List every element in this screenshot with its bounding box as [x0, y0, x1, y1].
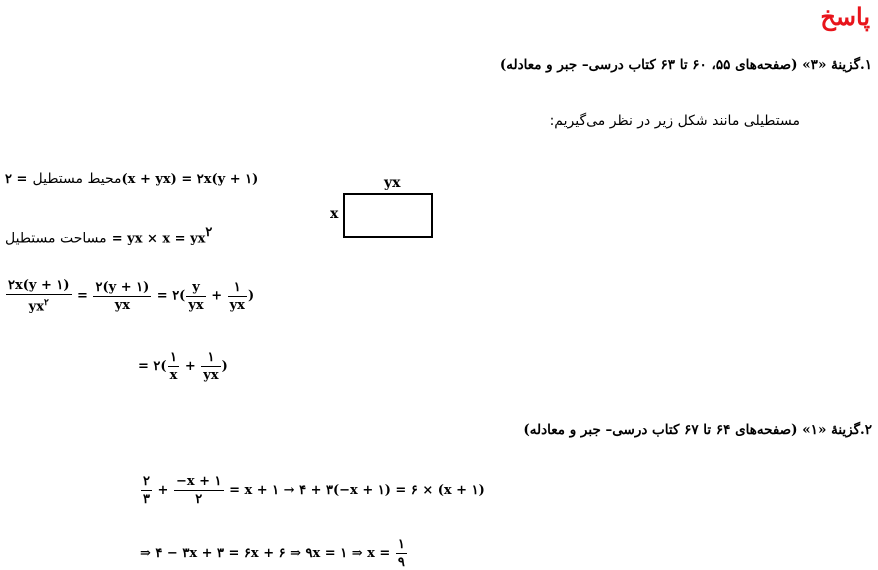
close-paren: ) — [247, 288, 255, 304]
perimeter-label: محیط مستطیل — [32, 171, 122, 187]
fraction-denominator: x — [169, 368, 178, 383]
area-label: مساحت مستطیل — [5, 230, 107, 247]
plus-sign: + — [157, 483, 169, 498]
equation-text: ⇒ ۴ − ۳x + ۳ = ۶x + ۶ ⇒ ۹x = ۱ ⇒ x = — [140, 546, 391, 561]
ratio-line-1 — [5, 278, 254, 314]
fraction-denominator — [6, 295, 72, 314]
rectangle-figure — [343, 193, 433, 238]
ratio-fraction-4 — [228, 280, 247, 313]
equals-sign: = — [77, 288, 88, 304]
question-1-heading: ۱.گزینۀ «۳» (صفحه‌های ۵۵، ۶۰ تا ۶۳ کتاب درسی– جبر و معادله) — [499, 57, 872, 73]
perimeter-expression: = ۲(x + yx) = ۲x(y + ۱) — [5, 172, 259, 187]
rectangle-top-label: yx — [384, 175, 401, 191]
plus-sign: + — [211, 288, 223, 304]
rectangle-side-label: x — [330, 206, 339, 222]
equals-two-paren: = ۲( — [156, 288, 186, 304]
ratio-fraction-2 — [93, 280, 151, 313]
equation-line-2 — [140, 537, 408, 570]
fraction-numerator: ۱ — [397, 537, 405, 552]
eq1-fraction-2 — [174, 474, 224, 507]
fraction-numerator: ۱ — [168, 350, 180, 367]
fraction-denominator-exponent: ۲ — [43, 298, 49, 308]
ratio-fraction-3 — [186, 280, 205, 313]
ratio2-fraction-2 — [201, 350, 220, 383]
fraction-denominator: yx — [229, 297, 245, 313]
ratio2-fraction-1 — [168, 350, 180, 383]
fraction-numerator: ۲x(y + ۱) — [8, 278, 70, 293]
equation-line-1 — [140, 474, 485, 507]
question-2-heading: ۲.گزینۀ «۱» (صفحه‌های ۶۴ تا ۶۷ کتاب درسی– جبر و معادله) — [523, 422, 872, 438]
page-title: پاسخ — [820, 2, 870, 31]
eq1-fraction-1 — [141, 474, 152, 507]
perimeter-line — [5, 168, 258, 187]
close-paren: ) — [221, 359, 228, 374]
fraction-numerator: ۲(y + ۱) — [95, 279, 150, 295]
fraction-denominator: yx — [114, 297, 131, 313]
fraction-numerator: −x + ۱ — [175, 474, 222, 489]
fraction-denominator-base: yx — [28, 299, 44, 315]
eq2-fraction — [396, 537, 407, 570]
fraction-numerator: ۱ — [201, 350, 220, 367]
equation-rest: = x + ۱ → ۴ + ۳(−x + ۱) = ۶ × (x + ۱) — [229, 483, 485, 498]
equals-two-paren: = ۲( — [138, 359, 167, 374]
fraction-numerator: y — [186, 280, 205, 297]
fraction-denominator: yx — [188, 297, 204, 313]
question-1-intro: مستطیلی مانند شکل زیر در نظر می‌گیریم: — [549, 113, 800, 129]
ratio-line-2 — [138, 350, 228, 383]
fraction-numerator: ۲ — [143, 474, 150, 489]
area-expression: = yx × x = yx — [111, 231, 206, 247]
fraction-denominator: ۹ — [397, 555, 405, 570]
fraction-denominator: yx — [203, 368, 219, 383]
plus-sign: + — [184, 359, 196, 374]
fraction-numerator: ۱ — [228, 280, 247, 297]
area-line — [5, 225, 212, 246]
ratio-fraction-1 — [6, 278, 72, 314]
fraction-denominator: ۳ — [143, 492, 150, 507]
fraction-denominator: ۲ — [195, 492, 203, 507]
area-exponent: ۲ — [205, 225, 213, 240]
